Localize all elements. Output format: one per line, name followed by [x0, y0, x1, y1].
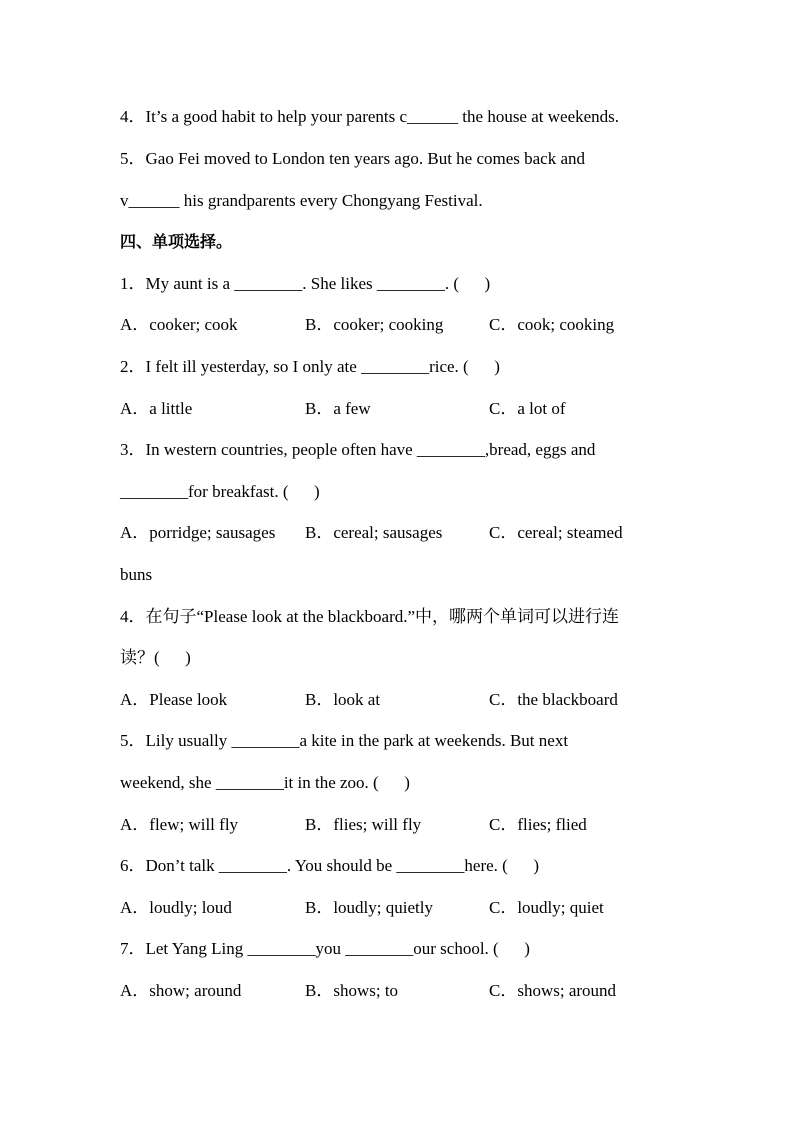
question-5-option-a: A．flew; will fly	[120, 815, 239, 834]
question-4-line-2: 读？( )	[120, 648, 191, 667]
fill-in-question-5-line-2: v______ his grandparents every Chongyang Festival.	[120, 191, 483, 210]
question-3-option-b: B．cereal; sausages	[305, 523, 443, 542]
question-2: 2．I felt ill yesterday, so I only ate ________rice. ( )	[120, 357, 500, 376]
question-6-option-a: A．loudly; loud	[120, 898, 232, 917]
question-7-option-c: C．shows; around	[489, 981, 617, 1000]
question-7-option-b: B．shows; to	[305, 981, 399, 1000]
fill-in-question-4: 4．It’s a good habit to help your parents c______ the house at weekends.	[120, 107, 620, 126]
question-2-option-b: B．a few	[305, 399, 371, 418]
question-1: 1．My aunt is a ________. She likes ________. ( )	[120, 274, 491, 293]
question-7-option-a: A．show; around	[120, 981, 242, 1000]
question-3-option-c-wrap: buns	[120, 565, 153, 584]
question-4-option-b: B．look at	[305, 690, 381, 709]
question-2-option-c: C．a lot of	[489, 399, 566, 418]
question-1-option-c: C．cook; cooking	[489, 315, 615, 334]
question-1-option-b: B．cooker; cooking	[305, 315, 444, 334]
question-4-line-1: 4．在句子“Please look at the blackboard.”中，哪两个单词可以进行连	[120, 607, 620, 626]
question-5-option-c: C．flies; flied	[489, 815, 587, 834]
fill-in-question-5-line-1: 5．Gao Fei moved to London ten years ago. But he comes back and	[120, 149, 586, 168]
question-6-option-c: C．loudly; quiet	[489, 898, 604, 917]
question-3-line-1: 3．In western countries, people often have ________,bread, eggs and	[120, 440, 596, 459]
question-6: 6．Don’t talk ________. You should be ________here. ( )	[120, 856, 539, 875]
question-3-option-c: C．cereal; steamed	[489, 523, 623, 542]
question-4-option-a: A．Please look	[120, 690, 228, 709]
question-5-line-1: 5．Lily usually ________a kite in the park at weekends. But next	[120, 731, 569, 750]
question-5-option-b: B．flies; will fly	[305, 815, 422, 834]
question-3-line-2: ________for breakfast. ( )	[120, 482, 320, 501]
question-1-option-a: A．cooker; cook	[120, 315, 238, 334]
question-7: 7．Let Yang Ling ________you ________our school. ( )	[120, 939, 530, 958]
question-4-option-c: C．the blackboard	[489, 690, 618, 709]
question-2-option-a: A．a little	[120, 399, 193, 418]
question-3-option-a: A．porridge; sausages	[120, 523, 276, 542]
question-6-option-b: B．loudly; quietly	[305, 898, 433, 917]
section-heading: 四、单项选择。	[120, 232, 233, 251]
question-5-line-2: weekend, she ________it in the zoo. ( )	[120, 773, 410, 792]
